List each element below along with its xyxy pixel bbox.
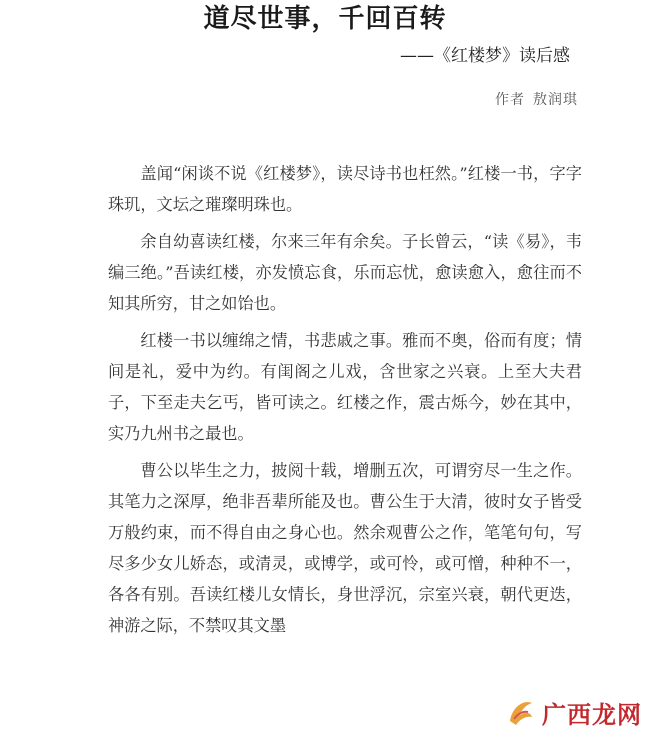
site-watermark [504, 692, 642, 732]
author-line [495, 90, 578, 110]
author-label: 作者 [495, 92, 525, 108]
author-name: 敖润琪 [533, 92, 578, 108]
article-body [108, 158, 582, 647]
paragraph: 曹公以毕生之力，披阅十载，增删五次，可谓穷尽一生之作。其笔力之深厚，绝非吾辈所能及也。曹公生于大清，彼时女子皆受万般约束，而不得自由之身心也。然余观曹公之作，笔笔句句，写尽多少女儿娇态，或清灵，或博学，或可怜，或可憎，种种不一，各各有别。吾读红楼儿女情长，身世浮沉，宗室兴衰，朝代更迭，神游之际，不禁叹其文墨 [108, 461, 582, 635]
document-subtitle: ——《红楼梦》读后感 [400, 46, 570, 66]
paragraph: 红楼一书以缠绵之情，书悲戚之事。雅而不奥，俗而有度；情间是礼，爱中为约。有闺阁之儿戏，含世家之兴衰。上至大夫君子，下至走夫乞丐，皆可读之。红楼之作，震古烁今，妙在其中，实乃九州书之最也。 [108, 331, 582, 443]
dragon-logo-icon [504, 695, 538, 729]
paragraph: 余自幼喜读红楼，尔来三年有余矣。子长曾云，“读《易》，韦编三绝。”吾读红楼，亦发愤忘食，乐而忘忧，愈读愈入，愈往而不知其所穷，甘之如饴也。 [108, 232, 582, 313]
watermark-text: 广西龙网 [542, 700, 642, 729]
paragraph: 盖闻“闲谈不说《红楼梦》，读尽诗书也枉然。”红楼一书，字字珠玑，文坛之璀璨明珠也。 [108, 164, 582, 214]
document-title: 道尽世事，千回百转 [203, 4, 447, 34]
